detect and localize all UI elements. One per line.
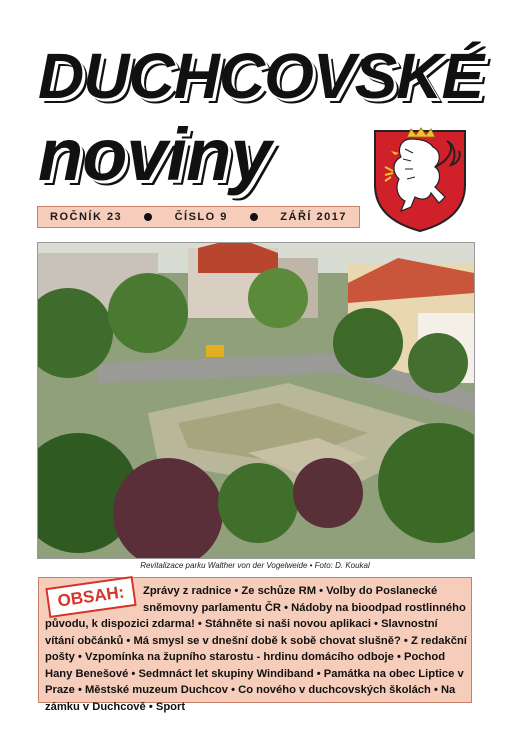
volume-label: ROČNÍK 23 xyxy=(50,211,123,223)
contents-box xyxy=(38,577,472,713)
photo-caption: Revitalizace parku Walther von der Vogelweide • Foto: D. Koukal xyxy=(140,561,370,570)
contents-label: OBSAH: xyxy=(45,576,136,618)
city-coat-of-arms-icon xyxy=(371,127,469,233)
bullet-dot-icon xyxy=(144,213,152,221)
masthead-title-line2: noviny xyxy=(38,113,271,196)
issue-info-bar xyxy=(37,206,360,228)
bullet-dot-icon xyxy=(250,213,258,221)
masthead-title-line1: DUCHCOVSKÉ xyxy=(38,40,484,112)
cover-photo xyxy=(37,242,475,559)
issue-date-label: ZÁŘÍ 2017 xyxy=(280,211,347,223)
issue-number-label: ČÍSLO 9 xyxy=(174,211,228,223)
park-aerial-photo-image xyxy=(38,243,474,558)
contents-list: Zprávy z radnice • Ze schůze RM • Volby do Poslanecké sněmovny parlamentu ČR • Nádoby na bioodpad rostlinného původu, k dispozici zdarma! • Stáhněte si naši novou aplikaci • Slavnostní vítání občánků • Má smysl se v dnešní době k sobě chovat slušně? • Z redakční pošty • Vzpomínka na župního starostu - hrdinu domácího odboje • Pochod Hany Benešové • Sedmnáct let skupiny Windiband • Památka na obec Liptice v Praze • Městské muzeum Duchcov • Co nového v duchcovských školách • Na zámku v Duchcově • Sport xyxy=(45,585,467,713)
